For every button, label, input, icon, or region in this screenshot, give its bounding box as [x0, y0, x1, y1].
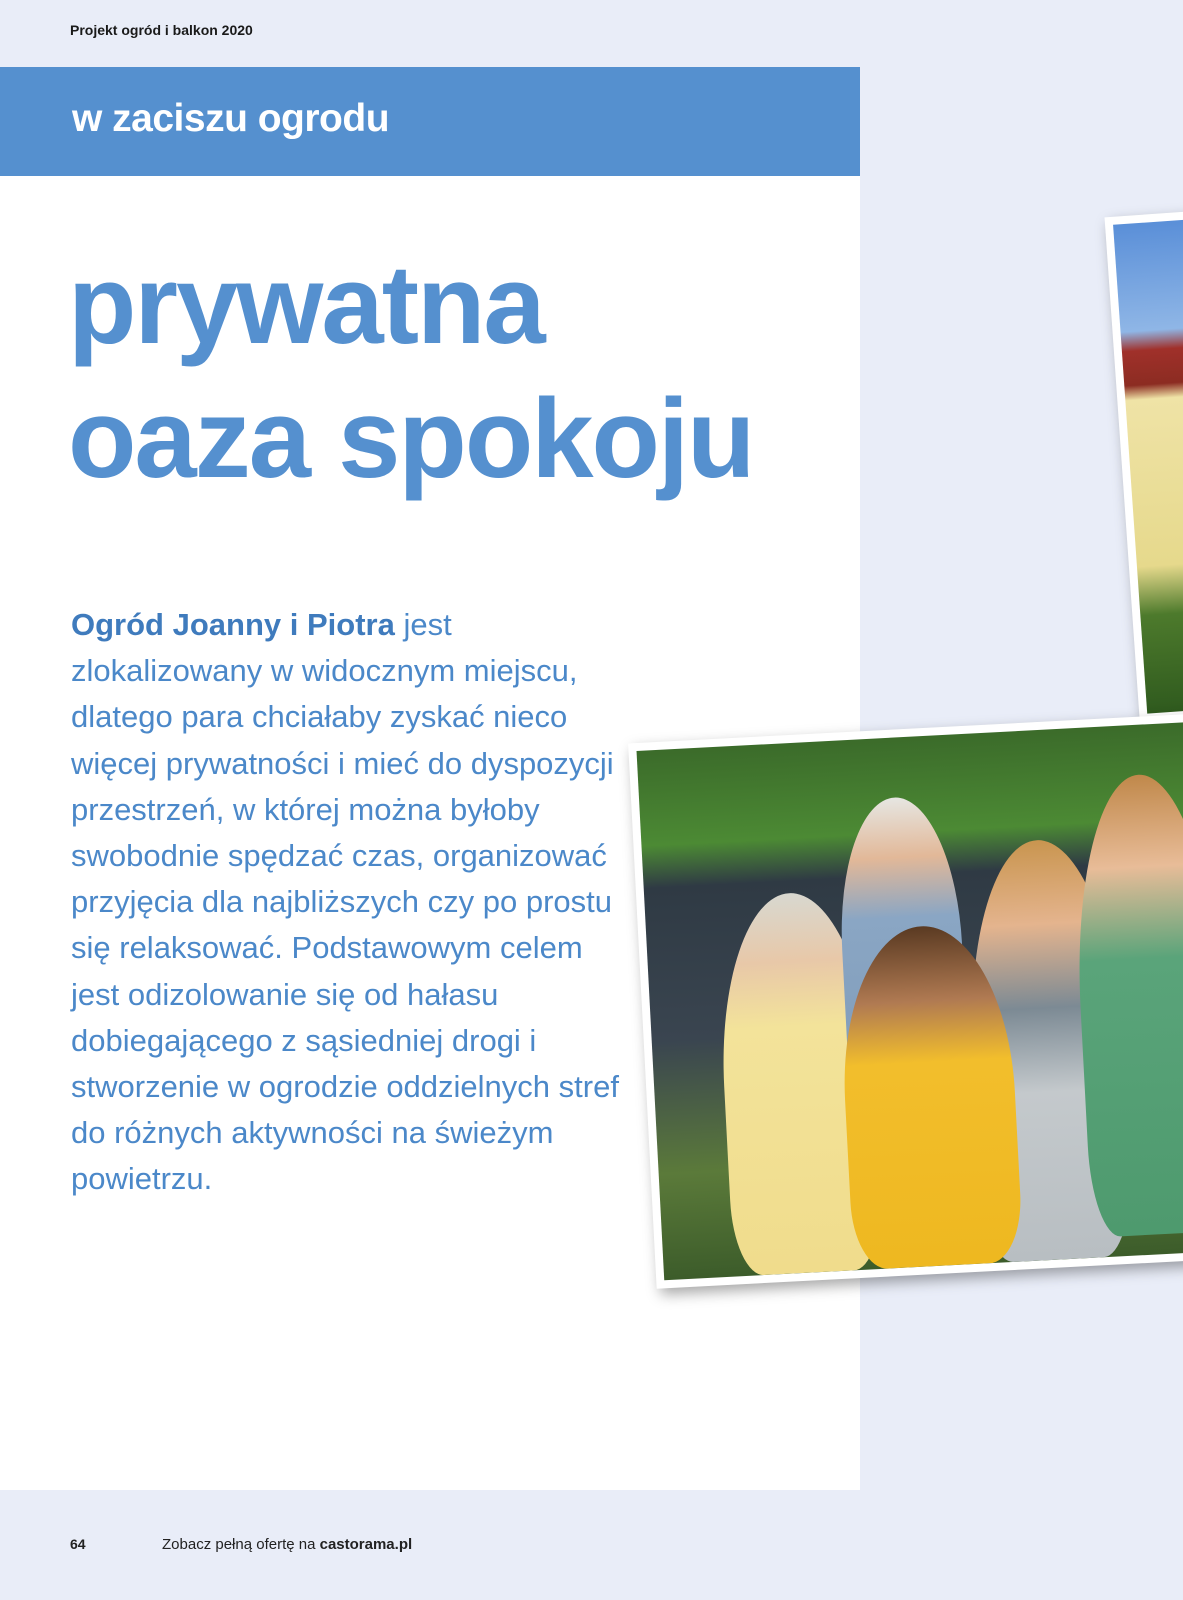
offer-site-link[interactable]: castorama.pl	[319, 1536, 413, 1553]
lead-bold: Ogród Joanny i Piotra	[71, 607, 395, 642]
family-photo	[628, 713, 1183, 1288]
running-title: Projekt ogród i balkon 2020	[70, 22, 253, 38]
title-line-2: oaza spokoju	[68, 376, 754, 501]
footer-offer	[162, 1536, 412, 1553]
section-label: w zaciszu ogrodu	[72, 97, 390, 140]
page-number: 64	[70, 1536, 86, 1552]
body-text: jest zlokalizowany w widocznym miejscu, dlatego para chciałaby zyskać nieco więcej prywatności i mieć do dyspozycji przestrzeń, w której można byłoby swobodnie spędzać czas, organizować przyjęcia dla najbliższych czy po prostu się relaksować. Podstawowym celem jest odizolowanie się od hałasu dobiegającego z sąsiedniej drogi i stworzenie w ogrodzie oddzielnych stref do różnych aktywności na świeżym powietrzu.	[71, 607, 619, 1197]
house-photo	[1105, 208, 1183, 722]
title-line-1: prywatna	[68, 242, 544, 367]
article-body	[71, 602, 631, 1203]
section-band	[0, 67, 860, 176]
article-title	[68, 238, 753, 506]
offer-text: Zobacz pełną ofertę na	[162, 1536, 320, 1553]
